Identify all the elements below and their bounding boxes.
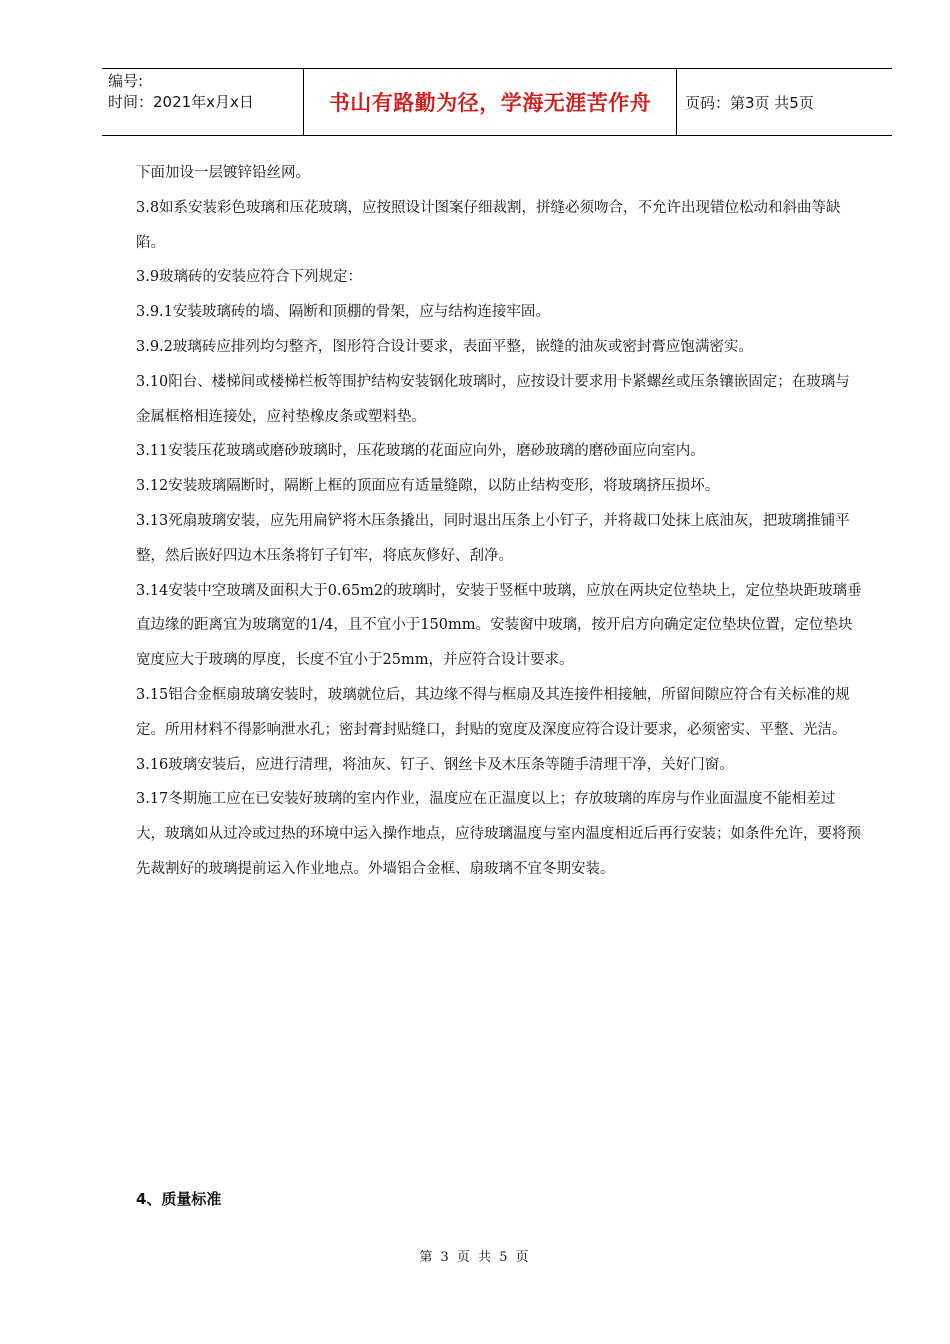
paragraph: 3.10阳台、楼梯间或楼梯栏板等围护结构安装钢化玻璃时，应按设计要求用卡紧螺丝或压条镶嵌固定；在玻璃与金属框格相连接处，应衬垫橡皮条或塑料垫。 <box>136 373 850 425</box>
paragraph: 3.8如系安装彩色玻璃和压花玻璃，应按照设计图案仔细裁割，拼缝必须吻合，不允许出现错位松动和斜曲等缺陷。 <box>136 199 841 251</box>
paragraph: 3.15铝合金框扇玻璃安装时，玻璃就位后，其边缘不得与框扇及其连接件相接触，所留间隙应符合有关标准的规定。所用材料不得影响泄水孔；密封膏封贴缝口，封贴的宽度及深度应符合设计要求，必须密实、平整、光洁。 <box>136 686 850 738</box>
paragraph: 3.11安装压花玻璃或磨砂玻璃时，压花玻璃的花面应向外，磨砂玻璃的磨砂面应向室内。 <box>136 443 705 460</box>
paragraph: 3.9.1安装玻璃砖的墙、隔断和顶棚的骨架，应与结构连接牢固。 <box>136 304 550 321</box>
header-page-code: 页码：第3页 共5页 <box>685 93 814 112</box>
paragraph: 3.9.2玻璃砖应排列均匀整齐，图形符合设计要求，表面平整，嵌缝的油灰或密封膏应饱满密实。 <box>136 338 753 355</box>
paragraph: 3.9玻璃砖的安装应符合下列规定： <box>136 269 363 286</box>
section-heading: 4、质量标准 <box>136 1190 222 1208</box>
paragraph: 3.16玻璃安装后，应进行清理，将油灰、钉子、钢丝卡及木压条等随手清理干净，关好门窗。 <box>136 756 734 773</box>
header-motto: 书山有路勤为径，学海无涯苦作舟 <box>304 69 677 135</box>
document-body <box>136 156 862 887</box>
page-footer: 第 3 页 共 5 页 <box>419 1250 531 1265</box>
paragraph: 3.14安装中空玻璃及面积大于0.65m2的玻璃时，安装于竖框中玻璃，应放在两块定位垫块上，定位垫块距玻璃垂直边缘的距离宜为玻璃宽的1/4，且不宜小于150mm。安装窗中玻璃，按开启方向确定定位垫块位置，定位垫块宽度应大于玻璃的厚度，长度不宜小于25mm，并应符合设计要求。 <box>136 582 862 669</box>
paragraph: 3.12安装玻璃隔断时，隔断上框的顶面应有适量缝隙，以防止结构变形，将玻璃挤压损坏。 <box>136 478 720 495</box>
paragraph: 下面加设一层镀锌铅丝网。 <box>136 165 310 181</box>
document-time-label: 时间：2021年x月x日 <box>108 93 254 111</box>
document-number-label: 编号: <box>108 72 144 90</box>
header-meta <box>102 69 304 135</box>
page-header <box>102 68 892 136</box>
paragraph: 3.13死扇玻璃安装，应先用扁铲将木压条撬出，同时退出压条上小钉子，并将裁口处抹上底油灰，把玻璃推铺平整，然后嵌好四边木压条将钉子钉牢，将底灰修好、刮净。 <box>136 512 850 564</box>
paragraph: 3.17冬期施工应在已安装好玻璃的室内作业，温度应在正温度以上；存放玻璃的库房与作业面温度不能相差过大，玻璃如从过冷或过热的环境中运入操作地点，应待玻璃温度与室内温度相近后再行安装；如条件允许，要将预先裁割好的玻璃提前运入作业地点。外墙铝合金框、扇玻璃不宜冬期安装。 <box>136 791 861 877</box>
